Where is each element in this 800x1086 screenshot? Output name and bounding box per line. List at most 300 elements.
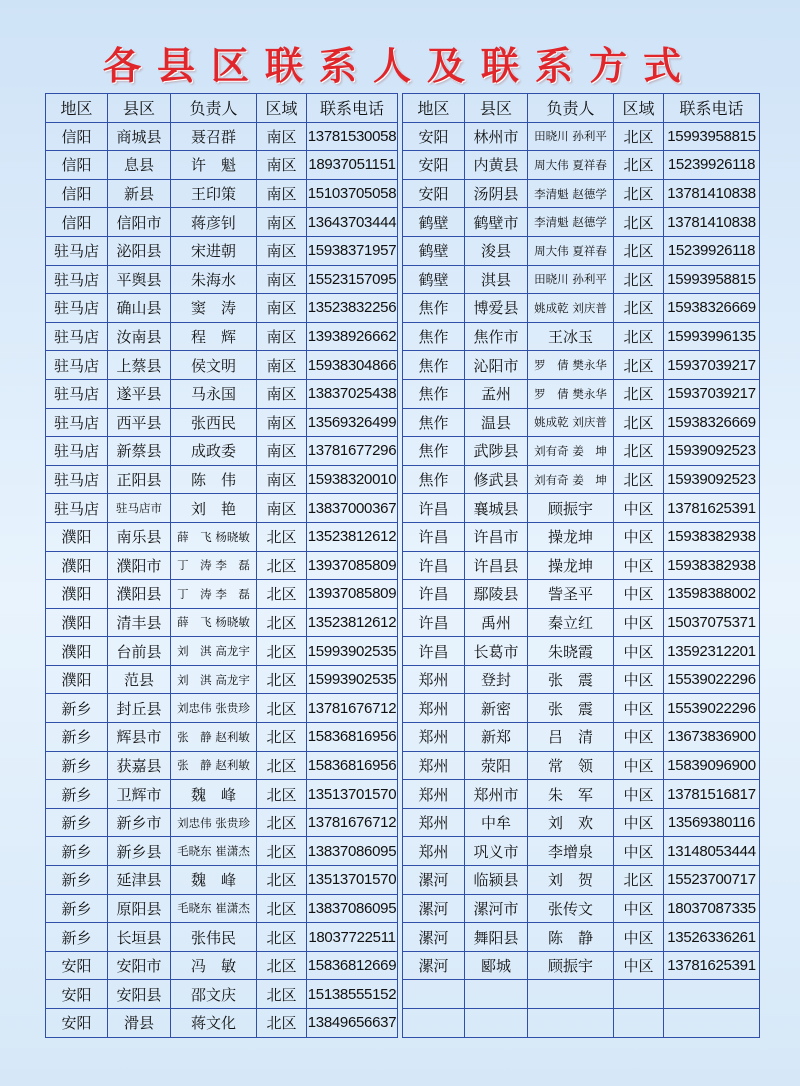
table-row [403,866,760,895]
person-cell: 毛晓东 崔潇杰 [171,894,257,923]
person-cell: 王印策 [171,179,257,208]
region-cell: 安阳 [403,122,465,151]
area-cell: 南区 [257,236,307,265]
county-cell: 襄城县 [465,494,528,523]
county-cell: 封丘县 [108,694,171,723]
table-row [403,1009,760,1038]
table-row [403,894,760,923]
person-cell: 张传文 [528,894,614,923]
area-cell: 南区 [257,465,307,494]
table-row [46,665,398,694]
region-cell: 新乡 [46,694,108,723]
table-row [46,894,398,923]
county-cell: 武陟县 [465,437,528,466]
region-cell: 濮阳 [46,522,108,551]
contact-table-left [45,93,398,1038]
region-cell: 新乡 [46,751,108,780]
table-row [403,122,760,151]
area-cell: 中区 [614,951,664,980]
person-cell: 张 震 [528,665,614,694]
table-row [46,780,398,809]
county-cell: 孟州 [465,379,528,408]
table-row [46,236,398,265]
person-cell: 罗 倩 樊永华 [528,379,614,408]
person-cell: 陈 伟 [171,465,257,494]
phone-cell: 15939092523 [664,465,760,494]
region-cell: 驻马店 [46,408,108,437]
table-row [46,151,398,180]
person-cell: 田晓川 孙利平 [528,265,614,294]
person-cell: 蒋文化 [171,1009,257,1038]
area-cell [614,1009,664,1038]
table-row [46,1009,398,1038]
person-cell: 宋进朝 [171,236,257,265]
region-cell: 驻马店 [46,465,108,494]
person-cell [528,1009,614,1038]
area-cell: 北区 [614,322,664,351]
phone-cell: 13569326499 [307,408,398,437]
person-cell: 丁 涛 李 磊 [171,551,257,580]
county-cell: 安阳县 [108,980,171,1009]
table-row [46,437,398,466]
phone-cell: 13937085809 [307,551,398,580]
table-row [403,580,760,609]
person-cell: 薛 飞 杨晓敏 [171,608,257,637]
phone-cell: 13513701570 [307,780,398,809]
phone-cell: 13592312201 [664,637,760,666]
table-row [46,951,398,980]
table-row [46,179,398,208]
table-row [46,379,398,408]
phone-cell: 13837086095 [307,894,398,923]
phone-cell: 13837000367 [307,494,398,523]
region-cell: 安阳 [403,179,465,208]
table-row [46,265,398,294]
region-cell: 驻马店 [46,351,108,380]
person-cell: 程 辉 [171,322,257,351]
phone-cell: 15839096900 [664,751,760,780]
region-cell: 鹤壁 [403,265,465,294]
person-cell: 窦 涛 [171,294,257,323]
table-row [403,837,760,866]
person-cell: 李增泉 [528,837,614,866]
region-cell: 郑州 [403,751,465,780]
table-row [46,351,398,380]
county-cell: 濮阳市 [108,551,171,580]
person-cell: 邵文庆 [171,980,257,1009]
person-cell: 丁 涛 李 磊 [171,580,257,609]
phone-cell: 13148053444 [664,837,760,866]
area-cell: 北区 [614,236,664,265]
area-cell: 中区 [614,694,664,723]
phone-cell: 13781625391 [664,494,760,523]
area-cell: 南区 [257,122,307,151]
table-row [403,808,760,837]
table-row [46,866,398,895]
area-cell: 中区 [614,751,664,780]
county-cell: 商城县 [108,122,171,151]
region-cell: 漯河 [403,923,465,952]
phone-cell: 13523832256 [307,294,398,323]
county-cell: 上蔡县 [108,351,171,380]
person-cell: 成政委 [171,437,257,466]
region-cell: 信阳 [46,122,108,151]
phone-cell: 13781410838 [664,179,760,208]
table-row [46,608,398,637]
person-cell: 朱海水 [171,265,257,294]
header-person: 负责人 [171,94,257,123]
phone-cell: 15836816956 [307,723,398,752]
county-cell: 泌阳县 [108,236,171,265]
region-cell: 郑州 [403,665,465,694]
area-cell: 南区 [257,151,307,180]
table-row [46,294,398,323]
county-cell: 内黄县 [465,151,528,180]
county-cell: 新乡县 [108,837,171,866]
area-cell: 北区 [614,437,664,466]
region-cell: 新乡 [46,837,108,866]
area-cell: 南区 [257,265,307,294]
phone-cell: 15239926118 [664,151,760,180]
phone-cell: 15937039217 [664,379,760,408]
region-cell: 信阳 [46,151,108,180]
person-cell: 陈 静 [528,923,614,952]
region-cell: 安阳 [46,1009,108,1038]
person-cell: 张 静 赵利敏 [171,751,257,780]
person-cell: 刘 贺 [528,866,614,895]
person-cell: 刘 艳 [171,494,257,523]
county-cell: 西平县 [108,408,171,437]
region-cell: 新乡 [46,923,108,952]
table-row [403,608,760,637]
county-cell: 确山县 [108,294,171,323]
phone-cell: 13526336261 [664,923,760,952]
person-cell: 姚成乾 刘庆普 [528,294,614,323]
phone-cell: 15239926118 [664,236,760,265]
region-cell: 新乡 [46,866,108,895]
region-cell: 焦作 [403,408,465,437]
region-cell: 新乡 [46,808,108,837]
county-cell: 修武县 [465,465,528,494]
area-cell: 北区 [614,265,664,294]
area-cell: 北区 [257,665,307,694]
county-cell: 长葛市 [465,637,528,666]
person-cell: 刘有奇 姜 坤 [528,465,614,494]
phone-cell: 13781516817 [664,780,760,809]
table-row [46,551,398,580]
table-row [403,265,760,294]
person-cell: 朱晓霞 [528,637,614,666]
person-cell: 毛晓东 崔潇杰 [171,837,257,866]
region-cell: 信阳 [46,208,108,237]
region-cell: 许昌 [403,551,465,580]
county-cell: 滑县 [108,1009,171,1038]
table-row [403,236,760,265]
area-cell: 北区 [614,122,664,151]
phone-cell: 15993958815 [664,122,760,151]
phone-cell: 13781625391 [664,951,760,980]
table-row [46,522,398,551]
region-cell: 郑州 [403,694,465,723]
person-cell: 刘有奇 姜 坤 [528,437,614,466]
region-cell: 鹤壁 [403,236,465,265]
region-cell: 焦作 [403,465,465,494]
phone-cell: 15939092523 [664,437,760,466]
person-cell: 訾圣平 [528,580,614,609]
page-title: 各县区联系人及联系方式 [102,43,697,88]
county-cell: 舞阳县 [465,923,528,952]
county-cell: 淇县 [465,265,528,294]
county-cell [465,1009,528,1038]
phone-cell: 15938382938 [664,522,760,551]
person-cell: 操龙坤 [528,522,614,551]
area-cell: 北区 [257,951,307,980]
phone-cell: 13837086095 [307,837,398,866]
region-cell: 许昌 [403,637,465,666]
region-cell: 郑州 [403,808,465,837]
table-header-row [403,94,760,123]
area-cell: 南区 [257,494,307,523]
region-cell: 郑州 [403,837,465,866]
region-cell: 信阳 [46,179,108,208]
person-cell: 薛 飞 杨晓敏 [171,522,257,551]
phone-cell: 15836812669 [307,951,398,980]
phone-cell: 13781676712 [307,808,398,837]
county-cell: 正阳县 [108,465,171,494]
county-cell: 获嘉县 [108,751,171,780]
table-row [46,637,398,666]
county-cell: 临颍县 [465,866,528,895]
county-cell: 新蔡县 [108,437,171,466]
phone-cell: 13781676712 [307,694,398,723]
area-cell: 北区 [614,866,664,895]
table-row [403,951,760,980]
phone-cell: 13849656637 [307,1009,398,1038]
area-cell: 北区 [257,837,307,866]
person-cell: 刘忠伟 张贵珍 [171,808,257,837]
person-cell: 李清魁 赵德学 [528,179,614,208]
county-cell: 荥阳 [465,751,528,780]
area-cell: 北区 [614,179,664,208]
phone-cell: 15938382938 [664,551,760,580]
person-cell: 周大伟 夏祥春 [528,151,614,180]
county-cell: 林州市 [465,122,528,151]
county-cell: 新郑 [465,723,528,752]
phone-cell: 18037722511 [307,923,398,952]
table-row [46,208,398,237]
table-row [403,780,760,809]
header-person: 负责人 [528,94,614,123]
phone-cell: 15523700717 [664,866,760,895]
region-cell: 漯河 [403,894,465,923]
county-cell: 漯河市 [465,894,528,923]
phone-cell [664,1009,760,1038]
phone-cell: 15937039217 [664,351,760,380]
area-cell: 南区 [257,179,307,208]
person-cell: 李清魁 赵德学 [528,208,614,237]
area-cell: 北区 [257,751,307,780]
region-cell [403,1009,465,1038]
table-row [46,322,398,351]
phone-cell: 13781530058 [307,122,398,151]
phone-cell: 15993996135 [664,322,760,351]
header-region: 地区 [46,94,108,123]
area-cell: 北区 [257,580,307,609]
region-cell: 濮阳 [46,637,108,666]
area-cell: 北区 [257,551,307,580]
phone-cell: 18937051151 [307,151,398,180]
county-cell: 信阳市 [108,208,171,237]
header-phone: 联系电话 [307,94,398,123]
region-cell: 焦作 [403,379,465,408]
county-cell: 汤阴县 [465,179,528,208]
table-row [403,637,760,666]
phone-cell: 13781677296 [307,437,398,466]
table-row [403,494,760,523]
table-row [403,465,760,494]
table-row [403,522,760,551]
area-cell: 北区 [614,351,664,380]
person-cell: 姚成乾 刘庆普 [528,408,614,437]
county-cell: 卫辉市 [108,780,171,809]
table-row [46,494,398,523]
region-cell: 驻马店 [46,294,108,323]
phone-cell: 13643703444 [307,208,398,237]
region-cell: 鹤壁 [403,208,465,237]
person-cell: 侯文明 [171,351,257,380]
phone-cell: 15938304866 [307,351,398,380]
region-cell: 郑州 [403,723,465,752]
county-cell: 新乡市 [108,808,171,837]
person-cell: 魏 峰 [171,780,257,809]
area-cell: 南区 [257,351,307,380]
table-row [46,580,398,609]
region-cell: 驻马店 [46,236,108,265]
county-cell: 辉县市 [108,723,171,752]
region-cell: 漯河 [403,951,465,980]
person-cell: 魏 峰 [171,866,257,895]
table-row [46,923,398,952]
table-row [46,408,398,437]
region-cell: 许昌 [403,494,465,523]
county-cell: 焦作市 [465,322,528,351]
table-row [403,179,760,208]
area-cell: 中区 [614,637,664,666]
person-cell: 顾振宇 [528,951,614,980]
table-row [46,808,398,837]
person-cell: 刘 淇 高龙宇 [171,665,257,694]
phone-cell: 13937085809 [307,580,398,609]
county-cell: 沁阳市 [465,351,528,380]
person-cell: 周大伟 夏祥春 [528,236,614,265]
region-cell: 焦作 [403,437,465,466]
header-region: 地区 [403,94,465,123]
person-cell: 操龙坤 [528,551,614,580]
county-cell: 博爱县 [465,294,528,323]
table-row [46,694,398,723]
phone-cell: 13598388002 [664,580,760,609]
region-cell: 漯河 [403,866,465,895]
county-cell: 郾城 [465,951,528,980]
table-row [403,723,760,752]
area-cell: 北区 [257,522,307,551]
county-cell: 濮阳县 [108,580,171,609]
phone-cell: 15836816956 [307,751,398,780]
header-area: 区域 [614,94,664,123]
region-cell: 驻马店 [46,379,108,408]
person-cell: 张 震 [528,694,614,723]
county-cell: 范县 [108,665,171,694]
phone-cell: 13569380116 [664,808,760,837]
phone-cell: 13938926662 [307,322,398,351]
area-cell: 南区 [257,208,307,237]
county-cell: 巩义市 [465,837,528,866]
table-row [46,837,398,866]
county-cell: 原阳县 [108,894,171,923]
person-cell: 罗 倩 樊永华 [528,351,614,380]
person-cell: 张西民 [171,408,257,437]
county-cell: 息县 [108,151,171,180]
person-cell: 马永国 [171,379,257,408]
phone-cell: 13513701570 [307,866,398,895]
area-cell: 中区 [614,780,664,809]
phone-cell: 15993958815 [664,265,760,294]
phone-cell: 15938371957 [307,236,398,265]
person-cell: 常 领 [528,751,614,780]
region-cell: 许昌 [403,580,465,609]
phone-cell: 18037087335 [664,894,760,923]
table-row [403,408,760,437]
area-cell: 中区 [614,494,664,523]
table-row [46,751,398,780]
region-cell: 安阳 [46,980,108,1009]
area-cell: 北区 [614,408,664,437]
table-row [403,294,760,323]
table-row [403,322,760,351]
phone-cell: 15103705058 [307,179,398,208]
county-cell: 新县 [108,179,171,208]
phone-cell: 15938320010 [307,465,398,494]
region-cell [403,980,465,1009]
area-cell: 南区 [257,408,307,437]
region-cell: 焦作 [403,294,465,323]
person-cell: 许 魁 [171,151,257,180]
area-cell: 北区 [257,694,307,723]
area-cell: 北区 [614,379,664,408]
region-cell: 新乡 [46,723,108,752]
table-row [46,122,398,151]
table-row [403,694,760,723]
county-cell: 平舆县 [108,265,171,294]
area-cell [614,980,664,1009]
table-row [403,551,760,580]
table-row [403,151,760,180]
phone-cell: 15938326669 [664,294,760,323]
person-cell: 顾振宇 [528,494,614,523]
phone-cell [664,980,760,1009]
person-cell: 张 静 赵利敏 [171,723,257,752]
county-cell: 驻马店市 [108,494,171,523]
region-cell: 安阳 [46,951,108,980]
header-county: 县区 [108,94,171,123]
phone-cell: 15938326669 [664,408,760,437]
person-cell: 张伟民 [171,923,257,952]
phone-cell: 15539022296 [664,665,760,694]
table-row [403,351,760,380]
county-cell: 浚县 [465,236,528,265]
person-cell [528,980,614,1009]
county-cell: 许昌市 [465,522,528,551]
